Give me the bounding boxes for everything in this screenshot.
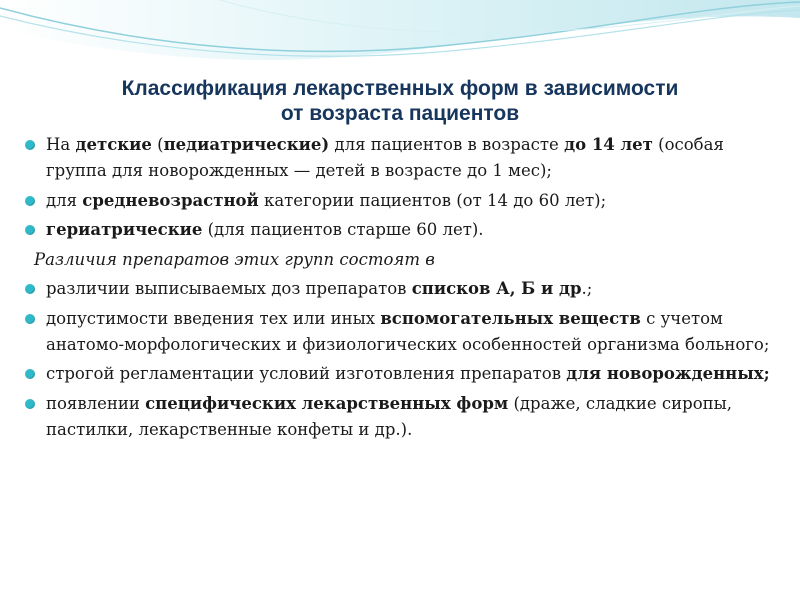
text: Различия препаратов этих групп состоят в bbox=[34, 249, 435, 269]
header-wave-decoration bbox=[0, 0, 800, 80]
text: появлении bbox=[46, 393, 146, 413]
list-item bbox=[24, 391, 780, 443]
bold-text: для новорожденных; bbox=[566, 364, 770, 383]
list-item bbox=[24, 217, 780, 243]
text: для пациентов в возрасте bbox=[329, 135, 565, 154]
text: .; bbox=[581, 279, 593, 298]
bold-text: вспомогательных веществ bbox=[380, 308, 641, 328]
bold-text: гериатрические bbox=[46, 220, 203, 239]
list-item bbox=[24, 361, 780, 387]
bullet-icon bbox=[25, 225, 35, 235]
text: с учетом анатомо-морфологических и физиологических особенностей организма больного; bbox=[46, 308, 770, 354]
text: ( bbox=[151, 135, 164, 154]
text: категории пациентов (от 14 до 60 лет); bbox=[258, 190, 607, 210]
bullet-list bbox=[24, 132, 780, 446]
text: допустимости введения тех или иных bbox=[46, 308, 381, 328]
bold-text: специфических лекарственных форм bbox=[145, 393, 509, 413]
bullet-icon bbox=[25, 196, 35, 206]
bold-text: до 14 лет bbox=[564, 135, 653, 154]
list-item bbox=[24, 188, 780, 214]
text: (особая группа для новорожденных — детей в возрасте до 1 мес); bbox=[46, 135, 724, 180]
text: строгой регламентации условий изготовления препаратов bbox=[46, 364, 567, 383]
bold-text: педиатрические) bbox=[163, 135, 330, 154]
text: различии выписываемых доз препаратов bbox=[46, 279, 412, 298]
bullet-icon bbox=[25, 399, 35, 409]
text: На bbox=[46, 135, 76, 154]
text: (для пациентов старше 60 лет). bbox=[202, 220, 484, 239]
list-item bbox=[24, 276, 780, 302]
text: (драже, сладкие сиропы, пастилки, лекарственные конфеты и др.). bbox=[46, 393, 733, 439]
bullet-icon bbox=[25, 314, 35, 324]
slide-title bbox=[20, 76, 780, 126]
bullet-icon bbox=[25, 284, 35, 294]
list-item bbox=[24, 132, 780, 184]
slide-title-line-1: Классификация лекарственных форм в зависимости bbox=[121, 77, 679, 100]
bold-text: средневозрастной bbox=[82, 190, 259, 210]
bold-text: списков А, Б и др bbox=[411, 279, 582, 298]
list-item bbox=[24, 306, 780, 358]
slide-title-line-2: от возраста пациентов bbox=[280, 102, 520, 125]
text: для bbox=[46, 190, 83, 210]
subheading-text bbox=[24, 247, 780, 273]
bullet-icon bbox=[25, 140, 35, 150]
bold-text: детские bbox=[75, 135, 152, 154]
bullet-icon bbox=[25, 369, 35, 379]
